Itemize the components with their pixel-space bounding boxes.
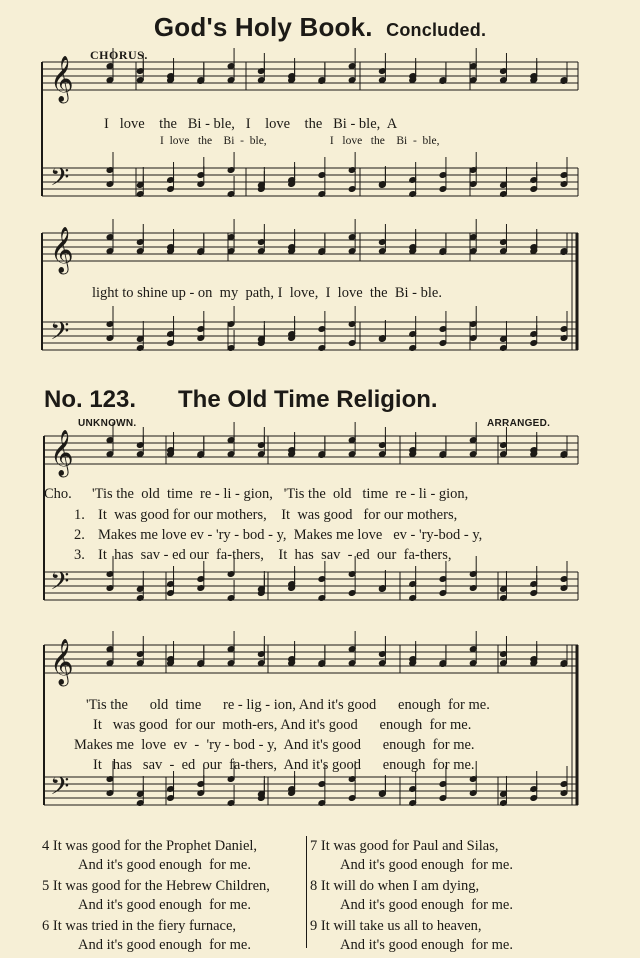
bass-clef-icon: 𝄢 <box>50 163 70 198</box>
verse-8 <box>310 877 479 896</box>
treble-clef-icon: 𝄞 <box>50 227 74 273</box>
verse-number: 9 <box>310 918 318 934</box>
hymn2-title: The Old Time Religion. <box>178 386 438 413</box>
verse-line: And it's good enough for me. <box>340 897 513 913</box>
hymn2-credit-right: ARRANGED. <box>487 418 551 429</box>
verse-number: 7 <box>310 838 318 854</box>
lyric-line: 'Tis the old time re - lig - ion, And it's good enough for me. <box>86 697 490 713</box>
verse-number: 5 <box>42 878 50 894</box>
lyric-line: Makes me love ev - 'ry - bod - y, Makes me love ev - 'ry-bod - y, <box>98 527 483 543</box>
bass-staff <box>42 322 578 350</box>
verse-number: 4 <box>42 838 50 854</box>
verse-4 <box>42 837 257 856</box>
lyric-line-label: Cho. <box>44 486 72 502</box>
hymn2-number: No. 123. <box>44 386 137 413</box>
verse-9 <box>310 917 482 936</box>
hymn1-title-suffix: Concluded. <box>386 20 487 40</box>
verse-line: It was good for Paul and Silas, <box>320 838 499 854</box>
treble-clef-icon: 𝄞 <box>50 430 74 476</box>
lyric-line-label: 3. <box>74 547 85 563</box>
lyric-line: It has sav - ed our fa-thers, And it's good enough for me. <box>93 757 475 773</box>
chorus-label: CHORUS. <box>90 48 148 62</box>
hymn2-credit-left: UNKNOWN. <box>78 418 137 429</box>
verse-5 <box>42 877 270 896</box>
lyric-line: Makes me love ev - 'ry - bod - y, And it's good enough for me. <box>74 737 475 753</box>
verse-line: And it's good enough for me. <box>78 857 251 873</box>
lyric-line: It has sav - ed our fa-thers, It has sav - ed our fa-thers, <box>98 547 452 563</box>
verse-6 <box>42 917 236 936</box>
bass-clef-icon: 𝄢 <box>50 772 70 807</box>
verse-line: And it's good enough for me. <box>340 857 513 873</box>
verse-line: It was good for the Prophet Daniel, <box>52 838 258 854</box>
verse-line: And it's good enough for me. <box>78 937 251 953</box>
treble-staff <box>42 233 578 261</box>
treble-clef-icon: 𝄞 <box>50 56 74 102</box>
verse-divider <box>306 836 307 948</box>
verse-7 <box>310 837 498 856</box>
verse-line: And it's good enough for me. <box>78 897 251 913</box>
verse-line: It was tried in the fiery furnace, <box>52 918 237 934</box>
hymn1-lyric-line1: I love the Bi - ble, I love the Bi - ble, A <box>104 116 398 132</box>
bass-staff <box>42 168 578 196</box>
hymn1-lyric-line2: light to shine up - on my path, I love, I love the Bi - ble. <box>92 285 442 301</box>
verse-line: It was good for the Hebrew Children, <box>52 878 270 894</box>
verse-line: And it's good enough for me. <box>340 937 513 953</box>
hymn1-lyric-line1-alto: I love the Bi - ble, I love the Bi - ble, <box>160 135 440 147</box>
lyric-line: It was good for our moth-ers, And it's good enough for me. <box>93 717 472 733</box>
treble-staff <box>42 62 578 90</box>
verse-number: 8 <box>310 878 318 894</box>
hymn1-title: God's Holy Book. <box>153 12 373 42</box>
verse-line: It will do when I am dying, <box>320 878 480 894</box>
bass-clef-icon: 𝄢 <box>50 317 70 352</box>
bass-clef-icon: 𝄢 <box>50 567 70 602</box>
verse-number: 6 <box>42 918 50 934</box>
lyric-line-label: 2. <box>74 527 85 543</box>
lyric-line-label: 1. <box>74 507 85 523</box>
verse-line: It will take us all to heaven, <box>320 918 482 934</box>
lyric-line: It was good for our mothers, It was good for our mothers, <box>98 507 458 523</box>
lyric-line: 'Tis the old time re - li - gion, 'Tis the old time re - li - gion, <box>92 486 469 502</box>
treble-clef-icon: 𝄞 <box>50 639 74 685</box>
